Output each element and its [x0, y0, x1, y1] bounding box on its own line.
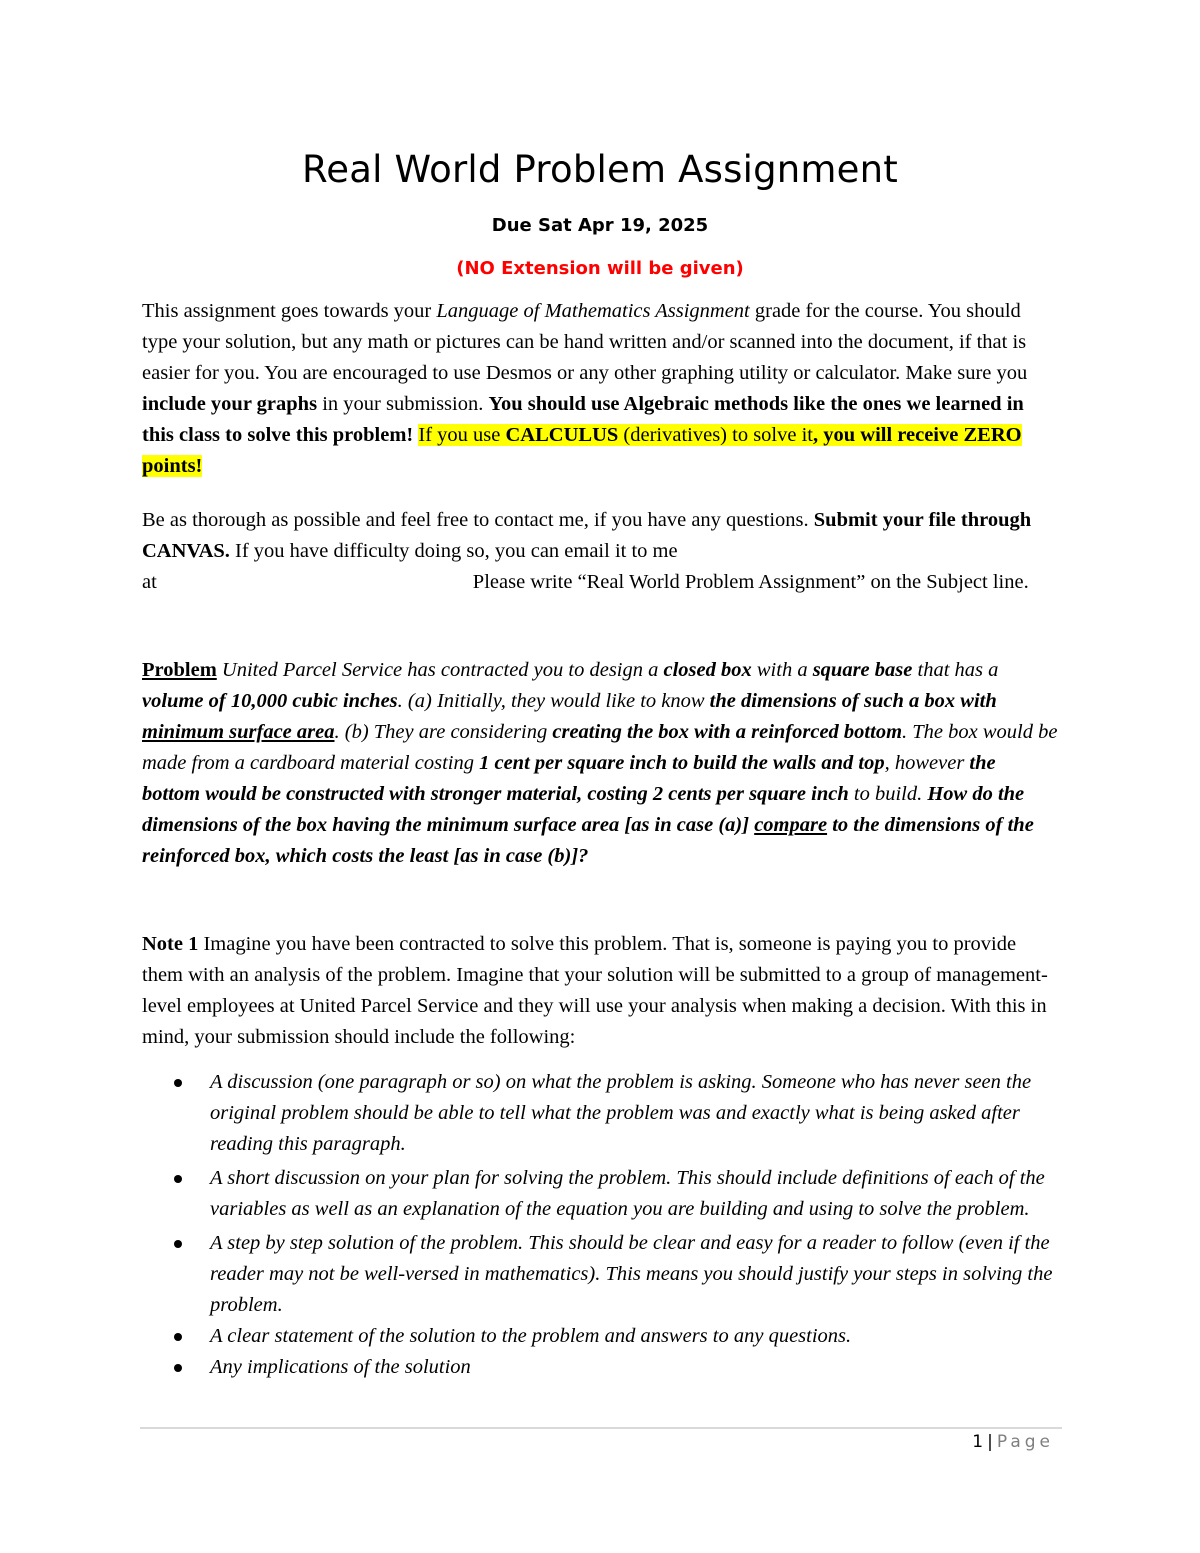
requirements-list	[142, 1067, 1062, 1383]
list-item: Any implications of the solution	[142, 1352, 1062, 1383]
page-number: 1	[972, 1432, 984, 1452]
bullet-icon	[174, 1175, 182, 1183]
calculus-warning: If you use CALCULUS (derivatives) to solve it, you will receive ZERO points!	[142, 424, 1022, 477]
bullet-icon	[174, 1079, 182, 1087]
graphs-emphasis: include your graphs	[142, 393, 318, 415]
document-title: Real World Problem Assignment	[302, 148, 898, 191]
list-item: A clear statement of the solution to the problem and answers to any questions.	[142, 1321, 1062, 1352]
bullet-icon	[174, 1240, 182, 1248]
contact-paragraph: Be as thorough as possible and feel free to contact me, if you have any questions. Submit your file through CANVAS. If you have difficulty doing so, you can email it to me at Please write “Real World Problem Assignment” on the Subject line.	[142, 509, 1032, 593]
note-paragraph: Note 1 Imagine you have been contracted to solve this problem. That is, someone is paying you to provide them with an analysis of the problem. Imagine that your solution will be submitted to a group of management-level employees at United Parcel Service and they will use your analysis when making a decision. With this in mind, your submission should include the following:	[142, 933, 1048, 1048]
footer-divider	[140, 1427, 1062, 1429]
algebraic-methods-note: You should use Algebraic methods like the ones we learned in this class to solve this problem!	[142, 393, 1024, 446]
list-item: A short discussion on your plan for solving the problem. This should include definitions of each of the variables as well as an explanation of the equation you are building and using to solve the problem.	[142, 1163, 1062, 1225]
note-label: Note 1	[142, 933, 199, 955]
due-date: Due Sat Apr 19, 2025	[491, 215, 709, 236]
course-item: Language of Mathematics Assignment	[436, 300, 750, 322]
problem-label: Problem	[142, 659, 217, 681]
no-extension-notice: (NO Extension will be given)	[456, 258, 744, 279]
bullet-icon	[174, 1333, 182, 1341]
problem-paragraph: Problem United Parcel Service has contracted you to design a closed box with a square base that has a volume of 10,000 cubic inches. (a) Initially, they would like to know the dimensions of such a box with minimum surface area. (b) They are considering creating the box with a reinforced bottom. The box would be made from a cardboard material costing 1 cent per square inch to build the walls and top, however the bottom would be constructed with stronger material, costing 2 cents per square inch to build. How do the dimensions of the box having the minimum surface area [as in case (a)] compare to the dimensions of the reinforced box, which costs the least [as in case (b)]?	[142, 659, 1058, 867]
list-item: A step by step solution of the problem. This should be clear and easy for a reader to follow (even if the reader may not be well-versed in mathematics). This means you should justify your steps in solving the problem.	[142, 1228, 1062, 1321]
bullet-icon	[174, 1364, 182, 1372]
page-label: Page	[996, 1432, 1054, 1452]
intro-paragraph: This assignment goes towards your Language of Mathematics Assignment grade for the course. You should type your solution, but any math or pictures can be hand written and/or scanned into the document, if that is easier for you. You are encouraged to use Desmos or any other graphing utility or calculator. Make sure you include your graphs in your submission. You should use Algebraic methods like the ones we learned in this class to solve this problem! If you use CALCULUS (derivatives) to solve it, you will receive ZERO points!	[142, 300, 1028, 477]
page-footer: 1 | Page	[972, 1432, 1054, 1452]
list-item: A discussion (one paragraph or so) on what the problem is asking. Someone who has never seen the original problem should be able to tell what the problem was and exactly what is being asked after reading this paragraph.	[142, 1067, 1062, 1160]
submit-instruction: Submit your file through CANVAS.	[142, 509, 1032, 562]
